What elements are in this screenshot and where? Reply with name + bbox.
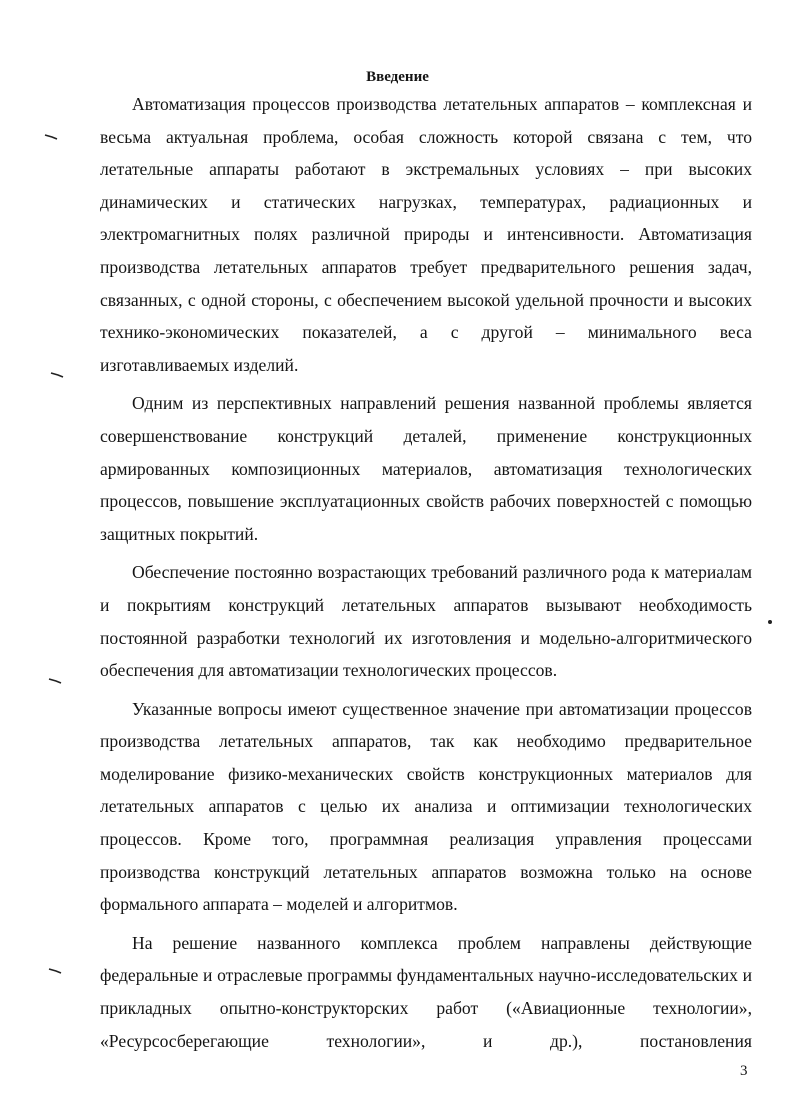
scan-mark-1 [44,134,58,140]
page-number: 3 [740,1063,748,1079]
scan-dot [766,618,774,626]
paragraph-3: Обеспечение постоянно возрастающих требований различного рода к материалам и покрытиям конструкций летательных аппаратов вызывают необходимость постоянной разработки технологий их изготовления и модельно-алгоритмического обеспечения для автоматизации технологических процессов. [100,562,752,681]
paragraph-4: Указанные вопросы имеют существенное значение при автоматизации процессов производства летательных аппаратов, так как необходимо предварительное моделирование физико-механических свойств конструкционных материалов для летательных аппаратов с целью их анализа и оптимизации технологических процессов. Кроме того, программная реализация управления процессами производства конструкций летательных аппаратов возможна только на основе формального аппарата – моделей и алгоритмов. [100,698,752,915]
scan-mark-3 [48,678,62,684]
body-text [100,88,752,1063]
paragraph-1: Автоматизация процессов производства летательных аппаратов – комплексная и весьма актуальная проблема, особая сложность которой связана с тем, что летательные аппараты работают в экстремальных условиях – при высоких динамических и статических нагрузках, температурах, радиационных и электромагнитных полях различной природы и интенсивности. Автоматизация производства летательных аппаратов требует предварительного решения задач, связанных, с одной стороны, с обеспечением высокой удельной прочности и высоких технико-экономических показателей, а с другой – минимального веса изготавливаемых изделий. [100,94,752,375]
scan-mark-2 [50,372,64,378]
scan-mark-4 [48,968,62,974]
page-title: Введение [366,69,429,85]
paragraph-5: На решение названного комплекса проблем направлены действующие федеральные и отраслевые программы фундаментальных научно-исследовательских и прикладных опытно-конструкторских работ («Авиационные технологии», «Ресурсосберегающие технологии», и др.), постановления [100,932,752,1051]
paragraph-2: Одним из перспективных направлений решения названной проблемы является совершенствование конструкций деталей, применение конструкционных армированных композиционных материалов, автоматизация технологических процессов, повышение эксплуатационных свойств рабочих поверхностей с помощью защитных покрытий. [100,393,752,544]
